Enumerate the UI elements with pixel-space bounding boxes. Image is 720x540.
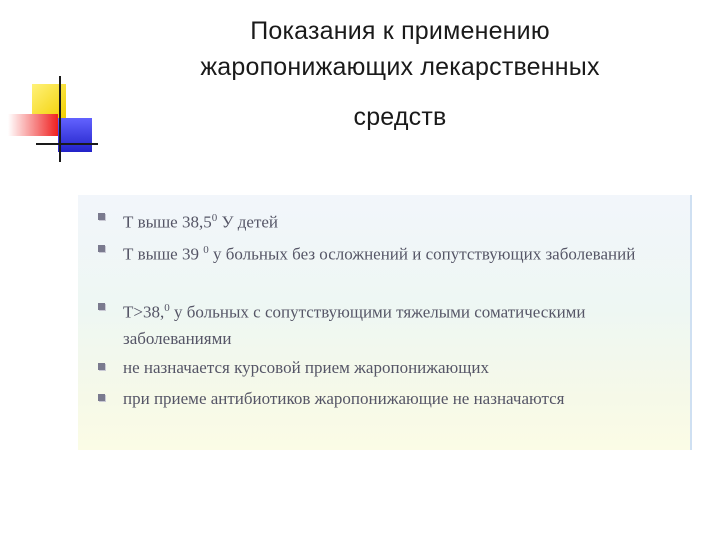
list-item (98, 295, 680, 352)
bullet-icon (98, 303, 105, 310)
list-item-text: Т>38,$^0$ у больных с сопутствующими тяжелыми соматическими заболеваниями (123, 302, 586, 348)
list-item (98, 386, 680, 412)
title-line-1: Показания к применению (250, 17, 550, 45)
list-item-text: не назначается курсовой прием жаропонижающих (123, 358, 489, 377)
list-item (98, 355, 680, 381)
list-item-text: Т выше 39 $^0$ у больных без осложнений и сопутствующих заболеваний (123, 244, 636, 264)
bullet-icon (98, 213, 105, 220)
list-item-text: при приеме антибиотиков жаропонижающие не назначаются (123, 389, 565, 408)
title-line-2: жаропонижающих лекарственных (200, 53, 600, 81)
list-item-text: Т выше 38,5$^0$ У детей (123, 212, 279, 232)
bullet-icon (98, 245, 105, 252)
list-item (98, 205, 680, 236)
bullet-icon (98, 394, 105, 401)
bullet-icon (98, 363, 105, 370)
decorative-squares-logo (0, 0, 110, 170)
title-line-3: средств (353, 103, 447, 131)
list-item (98, 237, 680, 268)
